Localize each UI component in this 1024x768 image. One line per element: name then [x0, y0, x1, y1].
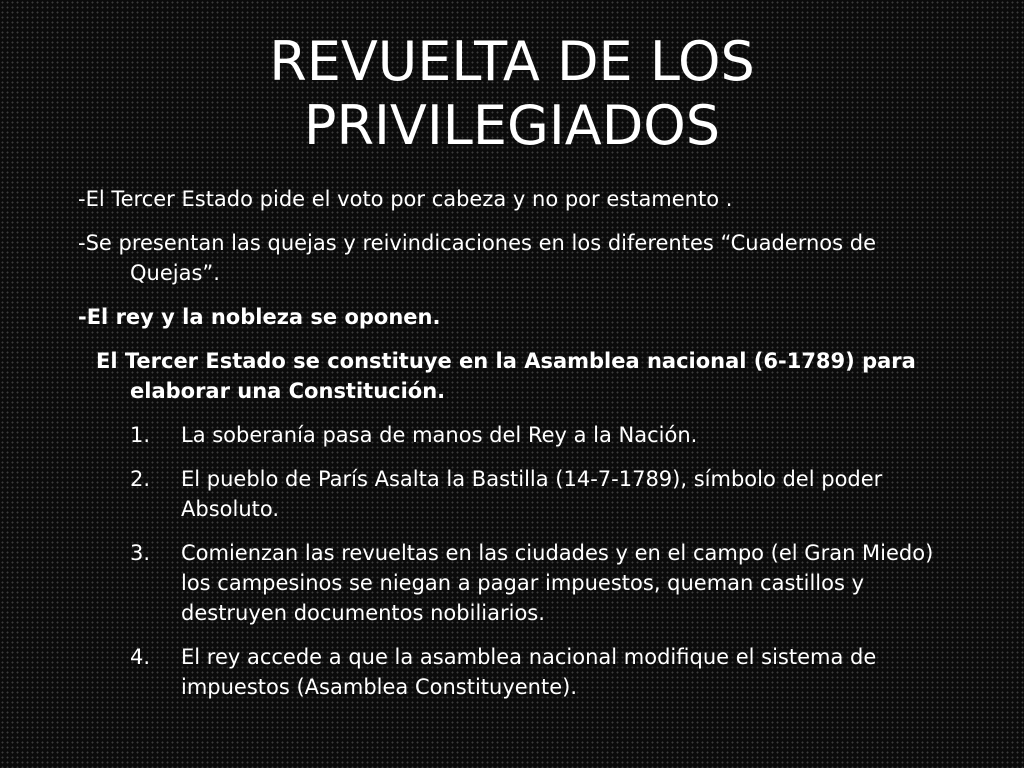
list-item [130, 464, 958, 524]
list-item [130, 420, 958, 450]
list-item-number: 2. [130, 467, 151, 491]
list-item [130, 538, 958, 628]
bullet-cuadernos-de-quejas: -Se presentan las quejas y reivindicaciones en los diferentes “Cuadernos de Quejas”. [78, 231, 876, 285]
list-item-text: El rey accede a que la asamblea nacional modifique el sistema de impuestos (Asamblea Constituyente). [181, 645, 877, 699]
list-item-text: La soberanía pasa de manos del Rey a la Nación. [181, 423, 698, 447]
bullet-voto-por-cabeza: -El Tercer Estado pide el voto por cabeza y no por estamento . [78, 187, 733, 211]
list-item-text: El pueblo de París Asalta la Bastilla (14-7-1789), símbolo del poder Absoluto. [181, 467, 883, 521]
slide-title [0, 30, 1024, 158]
slide-title-line-2: PRIVILEGIADOS [303, 94, 721, 157]
list-item-number: 4. [130, 645, 151, 669]
list-item-number: 3. [130, 541, 151, 565]
bullet-asamblea-nacional: El Tercer Estado se constituye en la Asamblea nacional (6-1789) para elaborar una Constitución. [96, 349, 916, 403]
list-item-text: Comienzan las revueltas en las ciudades y en el campo (el Gran Miedo) los campesinos se niegan a pagar impuestos, queman castillos y destruyen documentos nobiliarios. [181, 541, 934, 625]
bullet-rey-nobleza-oponen: -El rey y la nobleza se oponen. [78, 305, 441, 329]
slide-title-line-1: REVUELTA DE LOS [269, 30, 755, 93]
list-item-number: 1. [130, 423, 151, 447]
list-item [130, 642, 958, 702]
slide-body [78, 184, 958, 716]
numbered-list [78, 420, 958, 702]
